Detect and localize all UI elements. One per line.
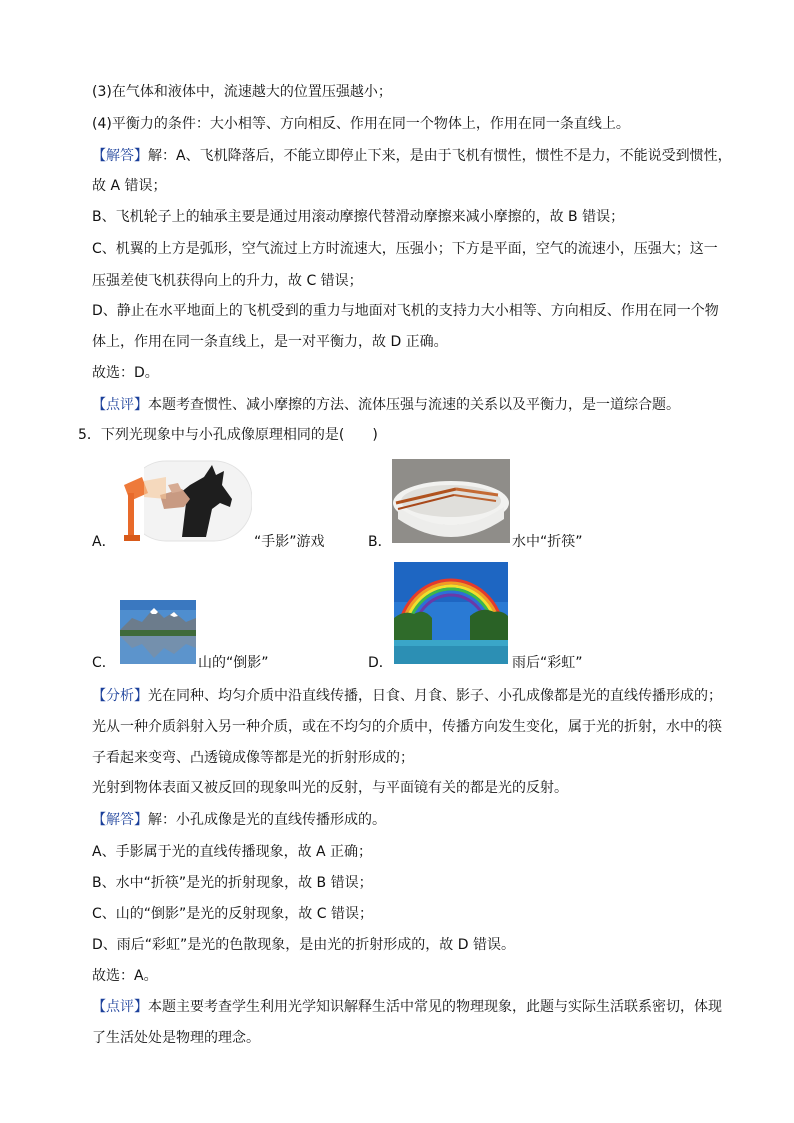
option-a-caption: “手影”游戏	[254, 534, 325, 550]
mountain-reflection-image	[120, 600, 196, 664]
option-a-letter: A．	[92, 534, 116, 550]
q5-analysis-line: 光射到物体表面又被反回的现象叫光的反射，与平面镜有关的都是光的反射。	[92, 780, 568, 796]
q4-answer-line: 压强差使飞机获得向上的升力，故 C 错误；	[92, 273, 363, 289]
q5-answer-line: C、山的“倒影”是光的反射现象，故 C 错误；	[92, 906, 373, 922]
q5-analysis-line: 光从一种介质斜射入另一种介质，或在不均匀的介质中，传播方向发生变化，属于光的折射，水中的筷	[92, 719, 722, 735]
q5-analysis-line: 子看起来变弯、凸透镜成像等都是光的折射形成的；	[92, 750, 414, 766]
q5-answer-choice: 故选：A。	[92, 968, 158, 984]
q4-answer-line: D、静止在水平地面上的飞机受到的重力与地面对飞机的支持力大小相等、方向相反、作用在同一个物	[92, 303, 719, 319]
answer-tag: 【解答】	[92, 812, 148, 828]
q5-answer-line: B、水中“折筷”是光的折射现象，故 B 错误；	[92, 875, 373, 891]
intro-line-4: (4)平衡力的条件：大小相等、方向相反、作用在同一个物体上，作用在同一条直线上。	[92, 116, 630, 132]
answer-text: 解：A、飞机降落后，不能立即停止下来，是由于飞机有惯性，惯性不是力，不能说受到惯性，	[148, 148, 732, 164]
option-b-letter: B．	[368, 534, 392, 550]
answer-tag: 【解答】	[92, 148, 148, 164]
q5-comment-line	[92, 998, 722, 1016]
comment-tag: 【点评】	[92, 397, 148, 413]
q4-comment-line	[92, 396, 680, 414]
option-d-letter: D．	[368, 655, 393, 671]
option-c-letter: C．	[92, 655, 116, 671]
q5-analysis-line	[92, 687, 722, 705]
q4-answer-line: C、机翼的上方是弧形，空气流过上方时流速大，压强小；下方是平面，空气的流速小，压强大；这一	[92, 241, 718, 257]
comment-tag: 【点评】	[92, 999, 148, 1015]
chopsticks-in-water-image	[392, 459, 510, 543]
intro-line-3: (3)在气体和液体中，流速越大的位置压强越小；	[92, 84, 392, 100]
option-c-caption: 山的“倒影”	[198, 655, 269, 671]
question-5-stem: 5．下列光现象中与小孔成像原理相同的是( )	[78, 427, 378, 443]
option-d-caption: 雨后“彩虹”	[512, 655, 583, 671]
hand-shadow-image	[120, 459, 252, 543]
q5-answer-line	[92, 811, 386, 829]
analysis-text: 光在同种、均匀介质中沿直线传播，日食、月食、影子、小孔成像都是光的直线传播形成的；	[148, 688, 722, 704]
q4-answer-line	[92, 147, 732, 165]
answer-text: 解：小孔成像是光的直线传播形成的。	[148, 812, 386, 828]
analysis-tag: 【分析】	[92, 688, 148, 704]
comment-text: 本题考查惯性、减小摩擦的方法、流体压强与流速的关系以及平衡力，是一道综合题。	[148, 397, 680, 413]
rainbow-image	[394, 562, 508, 664]
q4-answer-choice: 故选：D。	[92, 365, 159, 381]
q4-answer-line: B、飞机轮子上的轴承主要是通过用滚动摩擦代替滑动摩擦来减小摩擦的，故 B 错误；	[92, 209, 625, 225]
q5-answer-line: A、手影属于光的直线传播现象，故 A 正确；	[92, 844, 373, 860]
q4-answer-line: 故 A 错误；	[92, 178, 167, 194]
q4-answer-line: 体上，作用在同一条直线上，是一对平衡力，故 D 正确。	[92, 334, 448, 350]
q5-answer-line: D、雨后“彩虹”是光的色散现象，是由光的折射形成的，故 D 错误。	[92, 937, 515, 953]
comment-text: 本题主要考查学生利用光学知识解释生活中常见的物理现象，此题与实际生活联系密切，体现	[148, 999, 722, 1015]
option-b-caption: 水中“折筷”	[512, 534, 583, 550]
q5-comment-line: 了生活处处是物理的理念。	[92, 1030, 260, 1046]
